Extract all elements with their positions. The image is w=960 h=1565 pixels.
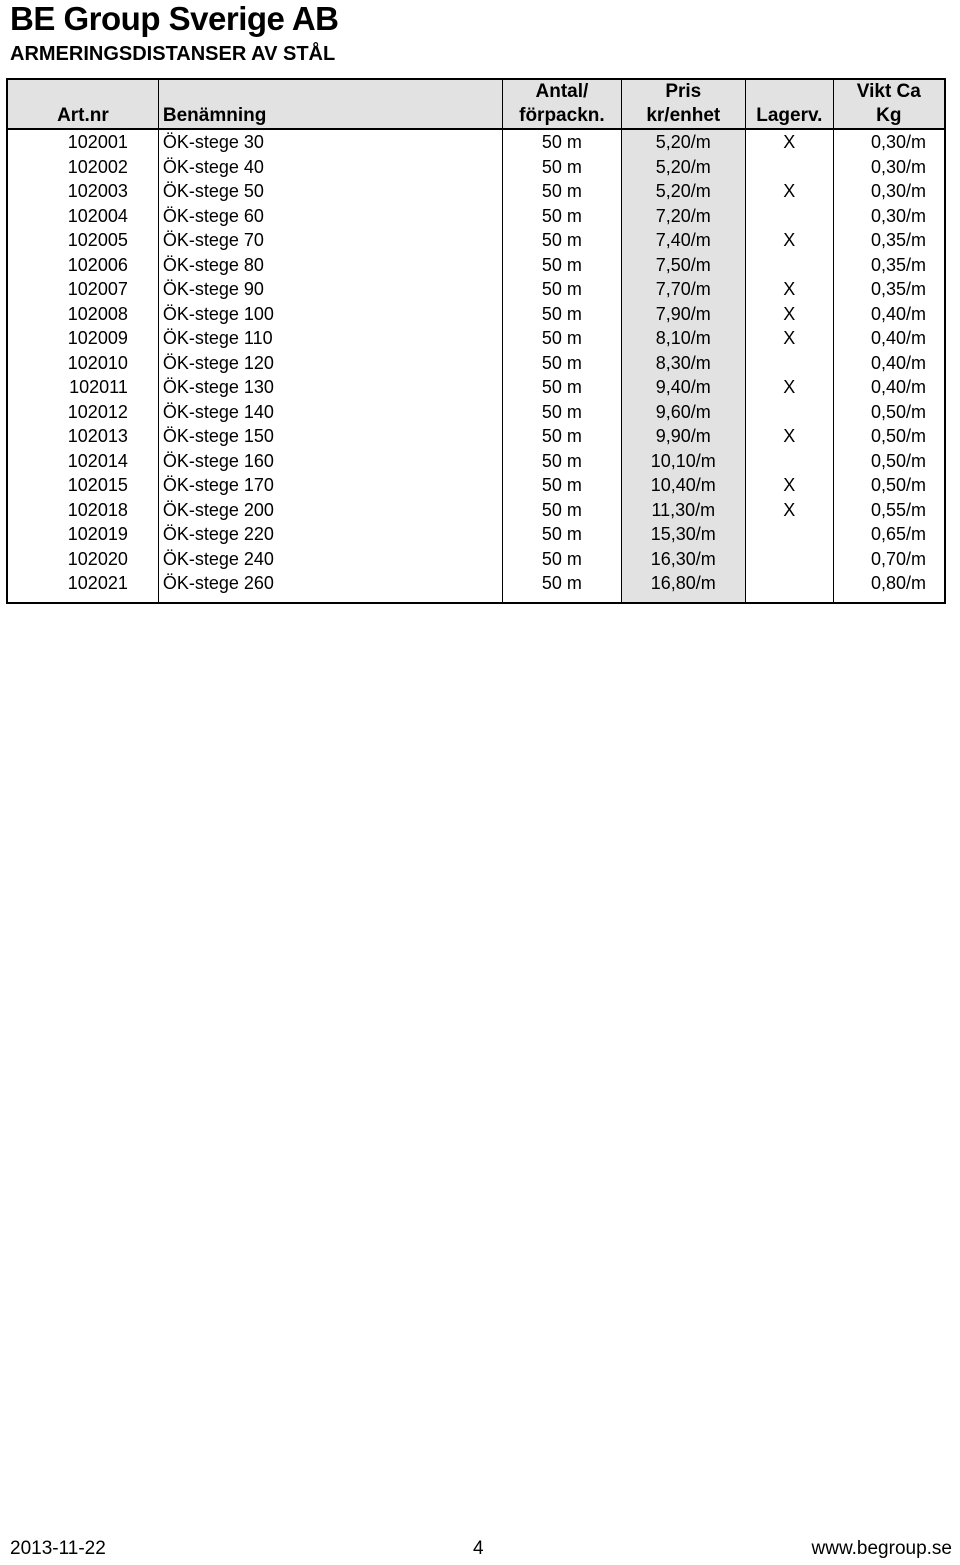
cell-benamning: ÖK-stege 100 bbox=[158, 302, 502, 327]
cell-benamning: ÖK-stege 240 bbox=[158, 547, 502, 572]
cell-pris: 7,50/m bbox=[621, 253, 745, 278]
cell-vikt: 0,30/m bbox=[833, 179, 945, 204]
cell-benamning: ÖK-stege 150 bbox=[158, 424, 502, 449]
cell-benamning: ÖK-stege 140 bbox=[158, 400, 502, 425]
cell-vikt: 0,35/m bbox=[833, 277, 945, 302]
cell-lagerv: X bbox=[746, 302, 834, 327]
table-row bbox=[7, 129, 945, 155]
col-header-antal: Antal/ förpackn. bbox=[503, 79, 621, 129]
cell-art-nr: 102019 bbox=[67, 524, 128, 545]
cell-antal: 50 m bbox=[503, 547, 621, 572]
table-row bbox=[7, 400, 945, 425]
cell-antal: 50 m bbox=[503, 302, 621, 327]
cell-lagerv bbox=[746, 449, 834, 474]
cell-lagerv: X bbox=[746, 179, 834, 204]
col-header-art-nr: Art.nr bbox=[7, 79, 158, 129]
cell-pris: 16,30/m bbox=[621, 547, 745, 572]
cell-benamning: ÖK-stege 200 bbox=[158, 498, 502, 523]
cell-lagerv bbox=[746, 571, 834, 603]
table-row bbox=[7, 228, 945, 253]
section-title: ARMERINGSDISTANSER AV STÅL bbox=[10, 43, 336, 65]
cell-vikt: 0,30/m bbox=[833, 155, 945, 180]
cell-art-nr: 102015 bbox=[67, 475, 128, 496]
cell-vikt: 0,65/m bbox=[833, 522, 945, 547]
cell-antal: 50 m bbox=[503, 204, 621, 229]
cell-lagerv bbox=[746, 547, 834, 572]
company-name: BE Group Sverige AB bbox=[10, 0, 339, 37]
col-header-vikt: Vikt Ca Kg bbox=[833, 79, 945, 129]
cell-art-nr: 102006 bbox=[67, 254, 128, 275]
cell-antal: 50 m bbox=[503, 277, 621, 302]
cell-pris: 7,40/m bbox=[621, 228, 745, 253]
cell-lagerv bbox=[746, 204, 834, 229]
cell-lagerv bbox=[746, 351, 834, 376]
cell-pris: 5,20/m bbox=[621, 179, 745, 204]
cell-art-nr: 102003 bbox=[67, 181, 128, 202]
cell-art-nr: 102008 bbox=[67, 303, 128, 324]
cell-vikt: 0,40/m bbox=[833, 302, 945, 327]
cell-antal: 50 m bbox=[503, 522, 621, 547]
price-table bbox=[6, 78, 946, 604]
cell-pris: 10,10/m bbox=[621, 449, 745, 474]
cell-art-nr: 102005 bbox=[67, 230, 128, 251]
table-row bbox=[7, 571, 945, 603]
table-row bbox=[7, 179, 945, 204]
cell-antal: 50 m bbox=[503, 400, 621, 425]
cell-art-nr: 102014 bbox=[67, 450, 128, 471]
cell-pris: 8,10/m bbox=[621, 326, 745, 351]
cell-vikt: 0,40/m bbox=[833, 326, 945, 351]
cell-pris: 7,70/m bbox=[621, 277, 745, 302]
col-header-benamning: Benämning bbox=[158, 79, 502, 129]
cell-benamning: ÖK-stege 220 bbox=[158, 522, 502, 547]
cell-art-nr: 102018 bbox=[67, 499, 128, 520]
cell-lagerv bbox=[746, 522, 834, 547]
cell-pris: 7,20/m bbox=[621, 204, 745, 229]
cell-art-nr: 102013 bbox=[67, 426, 128, 447]
cell-art-nr: 102002 bbox=[67, 156, 128, 177]
cell-antal: 50 m bbox=[503, 473, 621, 498]
table-row bbox=[7, 522, 945, 547]
cell-art-nr: 102007 bbox=[67, 279, 128, 300]
footer-page-number: 4 bbox=[473, 1538, 484, 1559]
cell-lagerv bbox=[746, 400, 834, 425]
cell-lagerv: X bbox=[746, 228, 834, 253]
table-row bbox=[7, 375, 945, 400]
cell-antal: 50 m bbox=[503, 228, 621, 253]
cell-art-nr: 102009 bbox=[67, 328, 128, 349]
cell-antal: 50 m bbox=[503, 449, 621, 474]
cell-benamning: ÖK-stege 80 bbox=[158, 253, 502, 278]
table-header-row bbox=[7, 79, 945, 129]
cell-vikt: 0,50/m bbox=[833, 473, 945, 498]
cell-benamning: ÖK-stege 160 bbox=[158, 449, 502, 474]
cell-benamning: ÖK-stege 60 bbox=[158, 204, 502, 229]
cell-lagerv: X bbox=[746, 326, 834, 351]
cell-antal: 50 m bbox=[503, 129, 621, 155]
cell-lagerv: X bbox=[746, 473, 834, 498]
cell-benamning: ÖK-stege 50 bbox=[158, 179, 502, 204]
cell-art-nr: 102021 bbox=[67, 573, 128, 594]
cell-art-nr: 102010 bbox=[67, 352, 128, 373]
cell-pris: 5,20/m bbox=[621, 155, 745, 180]
table-row bbox=[7, 498, 945, 523]
cell-pris: 15,30/m bbox=[621, 522, 745, 547]
cell-art-nr: 102004 bbox=[67, 205, 128, 226]
table-row bbox=[7, 449, 945, 474]
table-row bbox=[7, 547, 945, 572]
table-row bbox=[7, 204, 945, 229]
table-row bbox=[7, 155, 945, 180]
col-header-pris: Pris kr/enhet bbox=[621, 79, 745, 129]
cell-pris: 10,40/m bbox=[621, 473, 745, 498]
table-row bbox=[7, 424, 945, 449]
table-row bbox=[7, 302, 945, 327]
cell-lagerv: X bbox=[746, 277, 834, 302]
cell-pris: 9,40/m bbox=[621, 375, 745, 400]
cell-vikt: 0,30/m bbox=[833, 204, 945, 229]
cell-lagerv: X bbox=[746, 498, 834, 523]
cell-pris: 16,80/m bbox=[621, 571, 745, 603]
cell-lagerv: X bbox=[746, 129, 834, 155]
cell-vikt: 0,80/m bbox=[833, 571, 945, 603]
cell-benamning: ÖK-stege 70 bbox=[158, 228, 502, 253]
cell-art-nr: 102020 bbox=[67, 548, 128, 569]
table-row bbox=[7, 253, 945, 278]
cell-vikt: 0,35/m bbox=[833, 228, 945, 253]
cell-art-nr: 102001 bbox=[67, 132, 128, 153]
cell-pris: 5,20/m bbox=[621, 129, 745, 155]
cell-vikt: 0,30/m bbox=[833, 129, 945, 155]
cell-art-nr: 102012 bbox=[67, 401, 128, 422]
cell-antal: 50 m bbox=[503, 375, 621, 400]
cell-benamning: ÖK-stege 110 bbox=[158, 326, 502, 351]
cell-lagerv bbox=[746, 155, 834, 180]
cell-pris: 11,30/m bbox=[621, 498, 745, 523]
cell-benamning: ÖK-stege 260 bbox=[158, 571, 502, 603]
table-row bbox=[7, 473, 945, 498]
cell-vikt: 0,50/m bbox=[833, 400, 945, 425]
cell-vikt: 0,50/m bbox=[833, 424, 945, 449]
cell-pris: 9,60/m bbox=[621, 400, 745, 425]
cell-pris: 7,90/m bbox=[621, 302, 745, 327]
cell-benamning: ÖK-stege 120 bbox=[158, 351, 502, 376]
cell-benamning: ÖK-stege 40 bbox=[158, 155, 502, 180]
cell-pris: 8,30/m bbox=[621, 351, 745, 376]
cell-lagerv: X bbox=[746, 375, 834, 400]
cell-antal: 50 m bbox=[503, 424, 621, 449]
cell-vikt: 0,50/m bbox=[833, 449, 945, 474]
col-header-lagerv: Lagerv. bbox=[746, 79, 834, 129]
table-row bbox=[7, 277, 945, 302]
cell-antal: 50 m bbox=[503, 155, 621, 180]
cell-pris: 9,90/m bbox=[621, 424, 745, 449]
cell-benamning: ÖK-stege 170 bbox=[158, 473, 502, 498]
cell-art-nr: 102011 bbox=[69, 377, 128, 398]
cell-vikt: 0,35/m bbox=[833, 253, 945, 278]
footer-website: www.begroup.se bbox=[811, 1538, 952, 1559]
cell-antal: 50 m bbox=[503, 571, 621, 603]
cell-lagerv: X bbox=[746, 424, 834, 449]
cell-benamning: ÖK-stege 90 bbox=[158, 277, 502, 302]
cell-antal: 50 m bbox=[503, 351, 621, 376]
cell-vikt: 0,70/m bbox=[833, 547, 945, 572]
cell-vikt: 0,40/m bbox=[833, 351, 945, 376]
cell-vikt: 0,40/m bbox=[833, 375, 945, 400]
cell-lagerv bbox=[746, 253, 834, 278]
cell-vikt: 0,55/m bbox=[833, 498, 945, 523]
cell-antal: 50 m bbox=[503, 179, 621, 204]
table-row bbox=[7, 326, 945, 351]
cell-benamning: ÖK-stege 30 bbox=[158, 129, 502, 155]
cell-antal: 50 m bbox=[503, 498, 621, 523]
cell-antal: 50 m bbox=[503, 326, 621, 351]
table-body bbox=[7, 129, 945, 603]
cell-antal: 50 m bbox=[503, 253, 621, 278]
table-row bbox=[7, 351, 945, 376]
cell-benamning: ÖK-stege 130 bbox=[158, 375, 502, 400]
footer-date: 2013-11-22 bbox=[10, 1538, 106, 1559]
